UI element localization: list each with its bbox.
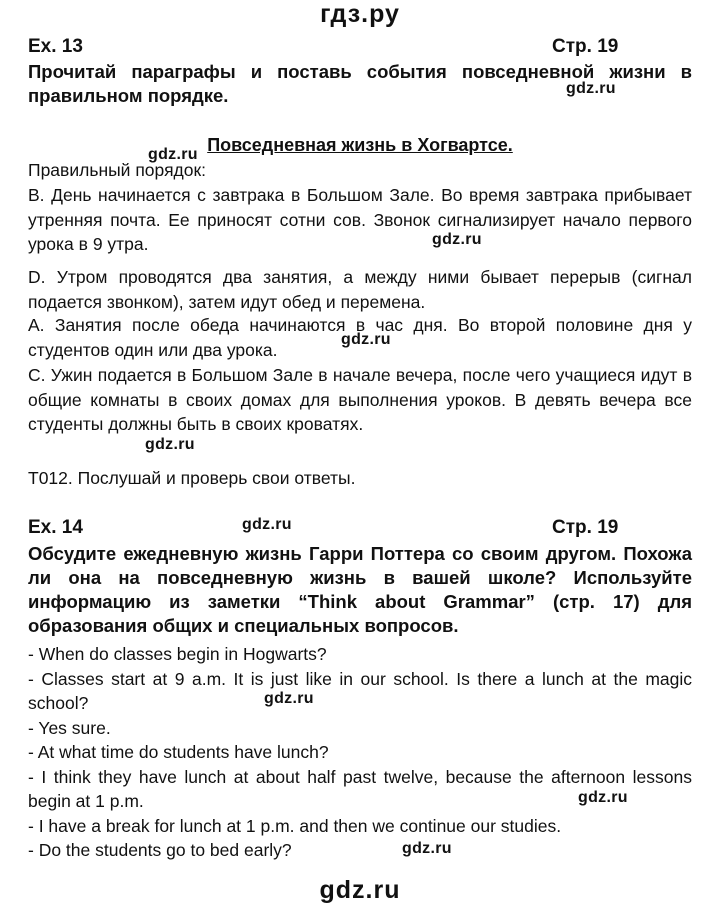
ex13-title-text: Повседневная жизнь в Хогвартсе. <box>207 135 513 155</box>
ex13-page-label: Стр. 19 <box>552 36 619 57</box>
ex14-dialogue <box>28 642 692 863</box>
ex13-intro: Правильный порядок: <box>28 160 207 180</box>
ex13-title <box>0 135 720 156</box>
ex13-task: Прочитай параграфы и поставь события повседневной жизни в правильном порядке. <box>28 61 692 106</box>
watermark: gdz.ru <box>264 690 314 707</box>
ex14-task: Обсудите ежедневную жизнь Гарри Поттера со своим другом. Похожа ли она на повседневную жизнь в вашей школе? Используйте информацию из заметки “Think about Grammar” (стр. 17) для образования общих и специальных вопросов. <box>28 543 692 636</box>
watermark: gdz.ru <box>148 146 198 163</box>
dialogue-line: - I have a break for lunch at 1 p.m. and then we continue our studies. <box>28 815 562 836</box>
watermark: gdz.ru <box>242 516 292 533</box>
watermark: gdz.ru <box>402 840 452 857</box>
ex13-paragraph-c: C. Ужин подается в Большом Зале в начале вечера, после чего учащиеся идут в общие комнаты в своих домах для выполнения уроков. В девять вечера все студенты должны быть в своих кроватях. <box>28 365 692 434</box>
site-logo-bottom: gdz.ru <box>319 876 401 904</box>
dialogue-line: - Classes start at 9 a.m. It is just like in our school. Is there a lunch at the magic school? <box>28 668 692 713</box>
dialogue-line: - Yes sure. <box>28 717 111 738</box>
dialogue-line: - Do the students go to bed early? <box>28 840 292 860</box>
ex13-label: Ex. 13 <box>28 36 83 57</box>
dialogue-line: - At what time do students have lunch? <box>28 742 329 762</box>
ex13-paragraph-a: A. Занятия после обеда начинаются в час дня. Во второй половине дня у студентов один или два урока. <box>28 315 692 360</box>
watermark: gdz.ru <box>432 231 482 248</box>
dialogue-line: - I think they have lunch at about half past twelve, because the afternoon lessons begin at 1 p.m. <box>28 766 692 811</box>
watermark: gdz.ru <box>578 789 628 806</box>
ex13-paragraph-b: B. День начинается с завтрака в Большом Зале. Во время завтрака прибывает утренняя почта. Ее приносят сотни сов. Звонок сигнализирует начало первого урока в 9 утра. <box>28 185 692 254</box>
ex14-page-label: Стр. 19 <box>552 517 619 538</box>
watermark: gdz.ru <box>145 436 195 453</box>
ex13-listen-instruction: T012. Послушай и проверь свои ответы. <box>28 468 356 488</box>
site-logo-top: гдз.ру <box>320 0 400 28</box>
watermark: gdz.ru <box>566 80 616 97</box>
dialogue-line: - When do classes begin in Hogwarts? <box>28 644 327 664</box>
ex13-paragraph-d: D. Утром проводятся два занятия, а между ними бывает перерыв (сигнал подается звонком), затем идут обед и перемена. <box>28 267 692 312</box>
ex14-label: Ex. 14 <box>28 517 83 538</box>
watermark: gdz.ru <box>341 331 391 348</box>
